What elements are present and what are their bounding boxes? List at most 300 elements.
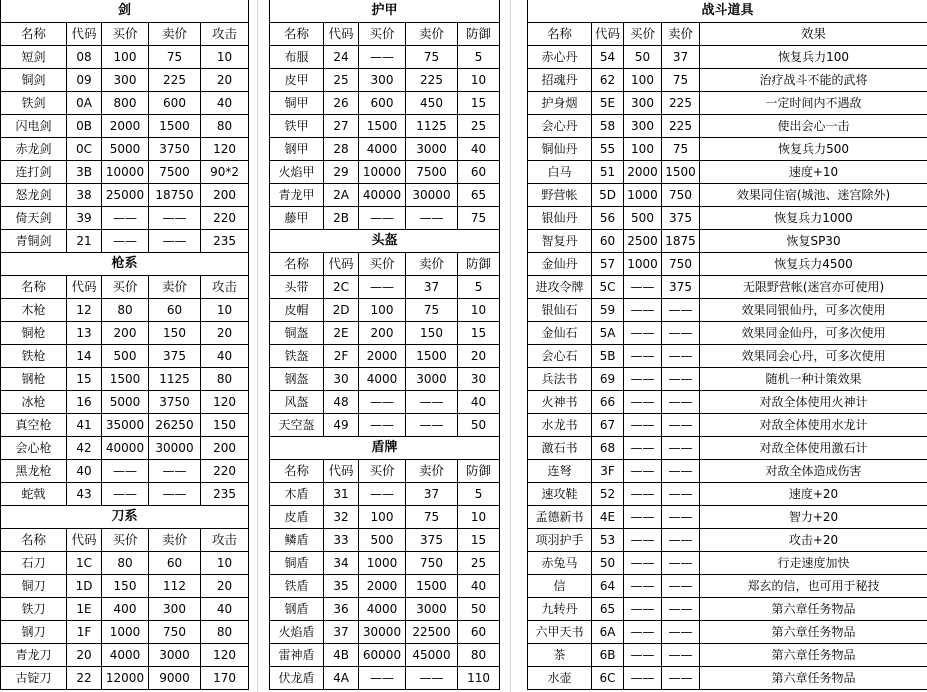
items-cell: —— — [662, 575, 700, 598]
items-cell: 智力+20 — [700, 506, 927, 529]
helmet-row — [270, 391, 500, 414]
blade-cell: 12000 — [102, 667, 149, 690]
spear-header-cell: 名称 — [1, 276, 67, 299]
items-cell: 2500 — [624, 230, 662, 253]
shield-cell: 4B — [324, 644, 359, 667]
items-cell: 会心丹 — [528, 115, 592, 138]
helmet-header-cell: 买价 — [359, 253, 406, 276]
helmet-cell: 2000 — [359, 345, 406, 368]
items-cell: 375 — [662, 276, 700, 299]
items-cell: 50 — [624, 46, 662, 69]
items-cell: 55 — [592, 138, 624, 161]
sword-cell: 0A — [67, 92, 102, 115]
blade-cell: 1000 — [102, 621, 149, 644]
spear-cell: 235 — [201, 483, 249, 506]
sword-cell: 120 — [201, 138, 249, 161]
shield-cell: 4A — [324, 667, 359, 690]
spear-cell: 15 — [67, 368, 102, 391]
items-row — [528, 69, 927, 92]
items-row — [528, 230, 927, 253]
items-cell: 6A — [592, 621, 624, 644]
spear-cell: 80 — [201, 368, 249, 391]
helmet-cell: 皮帽 — [270, 299, 324, 322]
helmet-header-cell: 防御 — [458, 253, 500, 276]
spear-cell: 铁枪 — [1, 345, 67, 368]
sword-cell: 75 — [149, 46, 201, 69]
shield-cell: 33 — [324, 529, 359, 552]
helmet-header-cell: 代码 — [324, 253, 359, 276]
shield-cell: 34 — [324, 552, 359, 575]
helmet-cell: 40 — [458, 391, 500, 414]
items-cell: 69 — [592, 368, 624, 391]
spear-cell: 30000 — [149, 437, 201, 460]
items-cell: 治疗战斗不能的武将 — [700, 69, 927, 92]
items-cell: 激石书 — [528, 437, 592, 460]
items-row — [528, 667, 927, 690]
shield-cell: 木盾 — [270, 483, 324, 506]
sword-row — [1, 207, 249, 230]
sword-cell: 18750 — [149, 184, 201, 207]
spear-cell: 真空枪 — [1, 414, 67, 437]
helmet-cell: 75 — [406, 299, 458, 322]
armor-cell: 1500 — [359, 115, 406, 138]
items-cell: —— — [624, 506, 662, 529]
items-header-row — [528, 23, 927, 46]
items-cell: 赤兔马 — [528, 552, 592, 575]
shield-cell: 铜盾 — [270, 552, 324, 575]
spear-cell: 40000 — [102, 437, 149, 460]
helmet-header-cell: 卖价 — [406, 253, 458, 276]
shield-cell: 1000 — [359, 552, 406, 575]
blade-row — [1, 598, 249, 621]
sword-cell: 铁剑 — [1, 92, 67, 115]
items-cell: 效果同银仙丹，可多次使用 — [700, 299, 927, 322]
items-cell: —— — [624, 667, 662, 690]
spear-row — [1, 345, 249, 368]
spear-row — [1, 414, 249, 437]
items-cell: —— — [662, 598, 700, 621]
items-cell: 火神书 — [528, 391, 592, 414]
shield-cell: 36 — [324, 598, 359, 621]
blade-cell: 170 — [201, 667, 249, 690]
blade-header-cell: 卖价 — [149, 529, 201, 552]
helmet-cell: 30 — [324, 368, 359, 391]
items-cell: 铜仙丹 — [528, 138, 592, 161]
shield-row — [270, 506, 500, 529]
sword-cell: 0B — [67, 115, 102, 138]
items-cell: —— — [624, 575, 662, 598]
helmet-cell: 10 — [458, 299, 500, 322]
shield-cell: —— — [406, 667, 458, 690]
items-cell: 招魂丹 — [528, 69, 592, 92]
sword-cell: —— — [149, 230, 201, 253]
shield-cell: 375 — [406, 529, 458, 552]
sword-cell: 短剑 — [1, 46, 67, 69]
items-cell: 1875 — [662, 230, 700, 253]
sword-row — [1, 115, 249, 138]
items-row — [528, 115, 927, 138]
spear-cell: —— — [149, 460, 201, 483]
sword-header-cell: 买价 — [102, 23, 149, 46]
helmet-cell: 4000 — [359, 368, 406, 391]
armor-cell: 2A — [324, 184, 359, 207]
spear-cell: 钢枪 — [1, 368, 67, 391]
items-cell: —— — [624, 460, 662, 483]
helmet-cell: 2C — [324, 276, 359, 299]
shield-title-row — [270, 437, 500, 460]
items-cell: 使出会心一击 — [700, 115, 927, 138]
items-cell: —— — [624, 368, 662, 391]
blade-cell: 112 — [149, 575, 201, 598]
armor-cell: 300 — [359, 69, 406, 92]
items-cell: 恢复SP30 — [700, 230, 927, 253]
items-row — [528, 345, 927, 368]
armor-cell: 皮甲 — [270, 69, 324, 92]
items-cell: 5D — [592, 184, 624, 207]
sword-cell: 1500 — [149, 115, 201, 138]
armor-cell: 25 — [324, 69, 359, 92]
armor-row — [270, 207, 500, 230]
shield-cell: 37 — [406, 483, 458, 506]
armor-cell: —— — [359, 207, 406, 230]
spear-row — [1, 299, 249, 322]
blade-header-cell: 代码 — [67, 529, 102, 552]
spear-cell: 200 — [102, 322, 149, 345]
items-row — [528, 92, 927, 115]
blade-cell: 古锭刀 — [1, 667, 67, 690]
shield-cell: 雷神盾 — [270, 644, 324, 667]
spear-cell: 14 — [67, 345, 102, 368]
blade-cell: 9000 — [149, 667, 201, 690]
items-cell: 5A — [592, 322, 624, 345]
shield-cell: 45000 — [406, 644, 458, 667]
helmet-header-cell: 名称 — [270, 253, 324, 276]
armor-cell: 75 — [406, 46, 458, 69]
spear-row — [1, 368, 249, 391]
helmet-cell: 30 — [458, 368, 500, 391]
items-cell: 第六章任务物品 — [700, 644, 927, 667]
items-cell: —— — [662, 621, 700, 644]
sword-row — [1, 161, 249, 184]
items-row — [528, 138, 927, 161]
blade-cell: 铁刀 — [1, 598, 67, 621]
armor-cell: 布服 — [270, 46, 324, 69]
armor-cell: 7500 — [406, 161, 458, 184]
items-row — [528, 483, 927, 506]
sword-row — [1, 46, 249, 69]
spear-row — [1, 483, 249, 506]
items-cell: 对敌全体使用水龙计 — [700, 414, 927, 437]
spear-header-cell: 攻击 — [201, 276, 249, 299]
shield-cell: 50 — [458, 598, 500, 621]
spear-title: 枪系 — [1, 253, 249, 276]
armor-row — [270, 46, 500, 69]
helmet-title: 头盔 — [270, 230, 500, 253]
items-cell: —— — [662, 552, 700, 575]
items-cell: 60 — [592, 230, 624, 253]
items-cell: 效果同金仙丹，可多次使用 — [700, 322, 927, 345]
armor-cell: 600 — [359, 92, 406, 115]
sword-cell: 80 — [201, 115, 249, 138]
shield-cell: 10 — [458, 506, 500, 529]
items-cell: 5B — [592, 345, 624, 368]
shield-cell: 铁盾 — [270, 575, 324, 598]
sword-cell: 40 — [201, 92, 249, 115]
shield-cell: 22500 — [406, 621, 458, 644]
spear-cell: 冰枪 — [1, 391, 67, 414]
shield-cell: —— — [359, 667, 406, 690]
items-cell: 1500 — [662, 161, 700, 184]
shield-cell: 4000 — [359, 598, 406, 621]
blade-cell: 22 — [67, 667, 102, 690]
armor-cell: 2B — [324, 207, 359, 230]
shield-header-cell: 防御 — [458, 460, 500, 483]
items-cell: 225 — [662, 115, 700, 138]
items-row — [528, 46, 927, 69]
sword-header-cell: 名称 — [1, 23, 67, 46]
helmet-cell: 49 — [324, 414, 359, 437]
sword-cell: 3B — [67, 161, 102, 184]
items-row — [528, 506, 927, 529]
shield-cell: 30000 — [359, 621, 406, 644]
sword-cell: 3750 — [149, 138, 201, 161]
armor-cell: 450 — [406, 92, 458, 115]
armor-cell: 5 — [458, 46, 500, 69]
blade-title: 刀系 — [1, 506, 249, 529]
items-header-cell: 名称 — [528, 23, 592, 46]
shield-cell: 5 — [458, 483, 500, 506]
armor-cell: 40000 — [359, 184, 406, 207]
items-row — [528, 575, 927, 598]
items-cell: 水龙书 — [528, 414, 592, 437]
items-cell: 智复丹 — [528, 230, 592, 253]
items-cell: 1000 — [624, 184, 662, 207]
armor-cell: 铁甲 — [270, 115, 324, 138]
items-cell: 信 — [528, 575, 592, 598]
items-cell: 兵法书 — [528, 368, 592, 391]
items-cell: —— — [624, 621, 662, 644]
armor-cell: 藤甲 — [270, 207, 324, 230]
blade-cell: 400 — [102, 598, 149, 621]
items-cell: 孟德新书 — [528, 506, 592, 529]
armor-cell: 27 — [324, 115, 359, 138]
shield-header-cell: 名称 — [270, 460, 324, 483]
items-cell: —— — [662, 391, 700, 414]
items-cell: 恢复兵力4500 — [700, 253, 927, 276]
battle-items-table — [527, 0, 927, 690]
armor-cell: 26 — [324, 92, 359, 115]
helmet-cell: 头带 — [270, 276, 324, 299]
helmet-row — [270, 414, 500, 437]
items-cell: 速度+20 — [700, 483, 927, 506]
spear-cell: 40 — [67, 460, 102, 483]
sword-row — [1, 184, 249, 207]
sword-header-cell: 攻击 — [201, 23, 249, 46]
items-row — [528, 207, 927, 230]
shield-row — [270, 598, 500, 621]
sword-cell: 2000 — [102, 115, 149, 138]
weapons-table — [0, 0, 249, 690]
blade-header-row — [1, 529, 249, 552]
helmet-cell: 2D — [324, 299, 359, 322]
items-cell: —— — [662, 414, 700, 437]
items-cell: —— — [662, 299, 700, 322]
defense-panel — [269, 0, 499, 690]
sword-title: 剑 — [1, 0, 249, 23]
shield-cell: 75 — [406, 506, 458, 529]
helmet-cell: 风盔 — [270, 391, 324, 414]
helmet-cell: 铁盔 — [270, 345, 324, 368]
helmet-cell: —— — [359, 414, 406, 437]
blade-cell: 80 — [201, 621, 249, 644]
spear-cell: 3750 — [149, 391, 201, 414]
blade-cell: 750 — [149, 621, 201, 644]
items-cell: —— — [662, 483, 700, 506]
helmet-cell: 天空盔 — [270, 414, 324, 437]
helmet-cell: 100 — [359, 299, 406, 322]
helmet-header-row — [270, 253, 500, 276]
armor-header-row — [270, 23, 500, 46]
shield-title: 盾牌 — [270, 437, 500, 460]
helmet-cell: —— — [359, 276, 406, 299]
spear-row — [1, 437, 249, 460]
helmet-row — [270, 345, 500, 368]
blade-cell: 150 — [102, 575, 149, 598]
sword-cell: 连打剑 — [1, 161, 67, 184]
spear-cell: 12 — [67, 299, 102, 322]
shield-cell: 60000 — [359, 644, 406, 667]
shield-cell: 15 — [458, 529, 500, 552]
spear-row — [1, 460, 249, 483]
items-cell: —— — [662, 322, 700, 345]
sword-cell: 225 — [149, 69, 201, 92]
items-cell: 5C — [592, 276, 624, 299]
armor-cell: 25 — [458, 115, 500, 138]
items-cell: 效果同会心丹，可多次使用 — [700, 345, 927, 368]
items-cell: 6C — [592, 667, 624, 690]
blade-title-row — [1, 506, 249, 529]
items-cell: 一定时间内不遇敌 — [700, 92, 927, 115]
items-cell: 九转丹 — [528, 598, 592, 621]
items-cell: 54 — [592, 46, 624, 69]
items-cell: —— — [662, 506, 700, 529]
items-cell: 项羽护手 — [528, 529, 592, 552]
items-cell: 68 — [592, 437, 624, 460]
sword-cell: 39 — [67, 207, 102, 230]
blade-cell: 3000 — [149, 644, 201, 667]
shield-cell: 35 — [324, 575, 359, 598]
items-cell: 连弩 — [528, 460, 592, 483]
helmet-cell: 200 — [359, 322, 406, 345]
items-cell: —— — [624, 483, 662, 506]
blade-cell: 10 — [201, 552, 249, 575]
items-cell: 6B — [592, 644, 624, 667]
items-cell: 51 — [592, 161, 624, 184]
spear-row — [1, 322, 249, 345]
items-cell: 53 — [592, 529, 624, 552]
armor-cell: 28 — [324, 138, 359, 161]
spear-cell: 500 — [102, 345, 149, 368]
items-cell: —— — [662, 460, 700, 483]
shield-row — [270, 552, 500, 575]
sword-cell: —— — [149, 207, 201, 230]
blade-cell: 钢刀 — [1, 621, 67, 644]
shield-cell: 110 — [458, 667, 500, 690]
sword-cell: 5000 — [102, 138, 149, 161]
helmet-row — [270, 299, 500, 322]
items-row — [528, 529, 927, 552]
sword-cell: 10000 — [102, 161, 149, 184]
blade-header-cell: 名称 — [1, 529, 67, 552]
spear-cell: 16 — [67, 391, 102, 414]
items-cell: 第六章任务物品 — [700, 598, 927, 621]
armor-cell: 钢甲 — [270, 138, 324, 161]
items-cell: 37 — [662, 46, 700, 69]
helmet-cell: 钢盔 — [270, 368, 324, 391]
spear-cell: 41 — [67, 414, 102, 437]
sword-cell: 800 — [102, 92, 149, 115]
items-header-cell: 买价 — [624, 23, 662, 46]
helmet-title-row — [270, 230, 500, 253]
spear-header-cell: 卖价 — [149, 276, 201, 299]
items-cell: 52 — [592, 483, 624, 506]
shield-cell: 钢盾 — [270, 598, 324, 621]
items-row — [528, 460, 927, 483]
armor-cell: 24 — [324, 46, 359, 69]
items-cell: 对敌全体使用火神计 — [700, 391, 927, 414]
items-cell: —— — [624, 299, 662, 322]
items-row — [528, 598, 927, 621]
items-cell: 57 — [592, 253, 624, 276]
armor-title-row — [270, 0, 500, 23]
items-cell: —— — [624, 552, 662, 575]
items-cell: 4E — [592, 506, 624, 529]
helmet-cell: 铜盔 — [270, 322, 324, 345]
armor-title: 护甲 — [270, 0, 500, 23]
sword-title-row — [1, 0, 249, 23]
blade-row — [1, 667, 249, 690]
sword-cell: 21 — [67, 230, 102, 253]
sword-cell: 闪电剑 — [1, 115, 67, 138]
shield-header-cell: 代码 — [324, 460, 359, 483]
helmet-cell: 37 — [406, 276, 458, 299]
spear-cell: 会心枪 — [1, 437, 67, 460]
shield-header-cell: 买价 — [359, 460, 406, 483]
items-cell: 59 — [592, 299, 624, 322]
items-row — [528, 414, 927, 437]
spear-cell: 120 — [201, 391, 249, 414]
shield-row — [270, 644, 500, 667]
blade-row — [1, 621, 249, 644]
helmet-cell: —— — [406, 391, 458, 414]
armor-row — [270, 115, 500, 138]
spear-row — [1, 391, 249, 414]
helmet-row — [270, 322, 500, 345]
sword-cell: 90*2 — [201, 161, 249, 184]
blade-cell: 80 — [102, 552, 149, 575]
items-cell: 野营帐 — [528, 184, 592, 207]
blade-cell: 120 — [201, 644, 249, 667]
blade-cell: 20 — [67, 644, 102, 667]
spear-cell: 150 — [201, 414, 249, 437]
armor-row — [270, 92, 500, 115]
items-cell: 100 — [624, 69, 662, 92]
items-header-cell: 卖价 — [662, 23, 700, 46]
shield-cell: 40 — [458, 575, 500, 598]
shield-cell: 皮盾 — [270, 506, 324, 529]
spear-cell: 150 — [149, 322, 201, 345]
spear-cell: 5000 — [102, 391, 149, 414]
